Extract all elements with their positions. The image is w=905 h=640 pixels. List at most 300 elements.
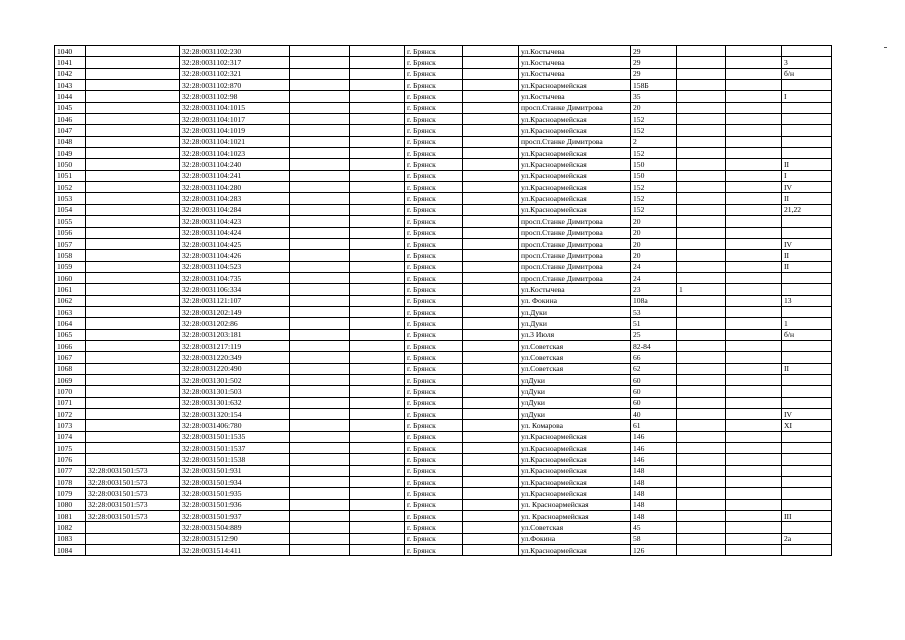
parent-cadastral-number-cell [86, 409, 180, 420]
city-cell: г. Брянск [405, 216, 463, 227]
street-cell: просп.Станке Димитрова [519, 227, 631, 238]
row-number-cell: 1060 [55, 272, 86, 283]
row-number-cell: 1056 [55, 227, 86, 238]
parent-cadastral-number-cell: 32:28:0031501:573 [86, 488, 180, 499]
blank-cell [290, 46, 350, 57]
parent-cadastral-number-cell [86, 182, 180, 193]
building-cell [677, 431, 726, 442]
house-number-cell: 148 [631, 477, 677, 488]
cadastral-number-cell: 32:28:0031104:1021 [180, 136, 290, 147]
house-number-cell: 60 [631, 374, 677, 385]
street-cell: ул. Красноармейская [519, 499, 631, 510]
parent-cadastral-number-cell [86, 340, 180, 351]
row-number-cell: 1080 [55, 499, 86, 510]
blank-cell [350, 159, 405, 170]
street-cell: просп.Станке Димитрова [519, 272, 631, 283]
blank-cell [350, 261, 405, 272]
city-cell: г. Брянск [405, 318, 463, 329]
parent-cadastral-number-cell [86, 363, 180, 374]
building-cell [677, 159, 726, 170]
row-number-cell: 1078 [55, 477, 86, 488]
city-cell: г. Брянск [405, 545, 463, 556]
parent-cadastral-number-cell: 32:28:0031501:573 [86, 465, 180, 476]
premises-cell [782, 136, 832, 147]
building-cell [677, 57, 726, 68]
table-row [55, 102, 832, 113]
table-row [55, 511, 832, 522]
house-number-cell: 25 [631, 329, 677, 340]
row-number-cell: 1074 [55, 431, 86, 442]
house-number-cell: 20 [631, 250, 677, 261]
row-number-cell: 1083 [55, 533, 86, 544]
blank-cell [290, 522, 350, 533]
table-row [55, 295, 832, 306]
street-cell: ул.Костычева [519, 46, 631, 57]
blank-cell [463, 420, 519, 431]
city-cell: г. Брянск [405, 227, 463, 238]
cadastral-number-cell: 32:28:0031217:119 [180, 340, 290, 351]
blank-cell [463, 91, 519, 102]
blank-cell [726, 250, 782, 261]
building-cell [677, 454, 726, 465]
blank-cell [290, 136, 350, 147]
table-row [55, 386, 832, 397]
city-cell: г. Брянск [405, 488, 463, 499]
city-cell: г. Брянск [405, 374, 463, 385]
parent-cadastral-number-cell [86, 227, 180, 238]
blank-cell [726, 80, 782, 91]
house-number-cell: 146 [631, 431, 677, 442]
row-number-cell: 1077 [55, 465, 86, 476]
street-cell: ул.Красноармейская [519, 431, 631, 442]
blank-cell [290, 420, 350, 431]
street-cell: ул.Советская [519, 522, 631, 533]
house-number-cell: 152 [631, 114, 677, 125]
blank-cell [463, 488, 519, 499]
blank-cell [350, 227, 405, 238]
row-number-cell: 1052 [55, 182, 86, 193]
city-cell: г. Брянск [405, 272, 463, 283]
house-number-cell: 62 [631, 363, 677, 374]
parent-cadastral-number-cell [86, 443, 180, 454]
blank-cell [463, 284, 519, 295]
premises-cell [782, 443, 832, 454]
house-number-cell: 152 [631, 182, 677, 193]
house-number-cell: 61 [631, 420, 677, 431]
blank-cell [350, 91, 405, 102]
parent-cadastral-number-cell [86, 295, 180, 306]
premises-cell [782, 431, 832, 442]
cadastral-number-cell: 32:28:0031501:1535 [180, 431, 290, 442]
table-row [55, 46, 832, 57]
premises-cell: 21,22 [782, 204, 832, 215]
premises-cell [782, 454, 832, 465]
table-row [55, 238, 832, 249]
building-cell [677, 306, 726, 317]
blank-cell [726, 216, 782, 227]
row-number-cell: 1070 [55, 386, 86, 397]
cadastral-number-cell: 32:28:0031501:937 [180, 511, 290, 522]
row-number-cell: 1064 [55, 318, 86, 329]
blank-cell [726, 193, 782, 204]
blank-cell [463, 533, 519, 544]
blank-cell [463, 136, 519, 147]
blank-cell [463, 431, 519, 442]
row-number-cell: 1049 [55, 148, 86, 159]
cadastral-number-cell: 32:28:0031501:931 [180, 465, 290, 476]
house-number-cell: 152 [631, 204, 677, 215]
table-row [55, 477, 832, 488]
city-cell: г. Брянск [405, 46, 463, 57]
house-number-cell: 20 [631, 216, 677, 227]
city-cell: г. Брянск [405, 477, 463, 488]
blank-cell [290, 443, 350, 454]
blank-cell [290, 374, 350, 385]
row-number-cell: 1045 [55, 102, 86, 113]
row-number-cell: 1079 [55, 488, 86, 499]
blank-cell [290, 159, 350, 170]
house-number-cell: 148 [631, 488, 677, 499]
blank-cell [290, 125, 350, 136]
table-row [55, 204, 832, 215]
blank-cell [726, 136, 782, 147]
street-cell: ул.Красноармейская [519, 125, 631, 136]
blank-cell [463, 227, 519, 238]
parent-cadastral-number-cell [86, 204, 180, 215]
blank-cell [726, 443, 782, 454]
row-number-cell: 1068 [55, 363, 86, 374]
parent-cadastral-number-cell [86, 125, 180, 136]
building-cell [677, 238, 726, 249]
blank-cell [463, 340, 519, 351]
house-number-cell: 29 [631, 57, 677, 68]
premises-cell [782, 306, 832, 317]
street-cell: ул.Красноармейская [519, 443, 631, 454]
table-row [55, 420, 832, 431]
cadastral-number-cell: 32:28:0031514:411 [180, 545, 290, 556]
blank-cell [290, 340, 350, 351]
blank-cell [290, 409, 350, 420]
blank-cell [350, 488, 405, 499]
blank-cell [463, 250, 519, 261]
blank-cell [290, 216, 350, 227]
blank-cell [290, 329, 350, 340]
cadastral-number-cell: 32:28:0031501:935 [180, 488, 290, 499]
street-cell: улДуки [519, 386, 631, 397]
building-cell [677, 374, 726, 385]
premises-cell [782, 488, 832, 499]
premises-cell: II [782, 159, 832, 170]
table-row [55, 465, 832, 476]
parent-cadastral-number-cell [86, 352, 180, 363]
street-cell: ул.Костычева [519, 91, 631, 102]
table-row [55, 306, 832, 317]
table-row [55, 443, 832, 454]
city-cell: г. Брянск [405, 340, 463, 351]
premises-cell [782, 114, 832, 125]
blank-cell [350, 352, 405, 363]
table-row [55, 148, 832, 159]
premises-cell [782, 545, 832, 556]
cadastral-number-cell: 32:28:0031106:334 [180, 284, 290, 295]
blank-cell [463, 477, 519, 488]
table-row [55, 170, 832, 181]
premises-cell: 13 [782, 295, 832, 306]
street-cell: улДуки [519, 409, 631, 420]
house-number-cell: 146 [631, 454, 677, 465]
street-cell: ул.Красноармейская [519, 182, 631, 193]
parent-cadastral-number-cell [86, 306, 180, 317]
premises-cell [782, 227, 832, 238]
blank-cell [726, 261, 782, 272]
blank-cell [726, 159, 782, 170]
blank-cell [463, 114, 519, 125]
blank-cell [290, 68, 350, 79]
register-sheet [54, 45, 832, 556]
parent-cadastral-number-cell [86, 397, 180, 408]
blank-cell [463, 352, 519, 363]
building-cell [677, 170, 726, 181]
blank-cell [726, 363, 782, 374]
cadastral-number-cell: 32:28:0031104:1019 [180, 125, 290, 136]
blank-cell [463, 80, 519, 91]
row-number-cell: 1055 [55, 216, 86, 227]
blank-cell [290, 102, 350, 113]
city-cell: г. Брянск [405, 102, 463, 113]
blank-cell [463, 409, 519, 420]
street-cell: ул. Фокина [519, 295, 631, 306]
table-row [55, 216, 832, 227]
blank-cell [350, 46, 405, 57]
premises-cell [782, 80, 832, 91]
street-cell: ул.Красноармейская [519, 170, 631, 181]
blank-cell [350, 148, 405, 159]
premises-cell: 3 [782, 57, 832, 68]
blank-cell [290, 465, 350, 476]
house-number-cell: 53 [631, 306, 677, 317]
cadastral-number-cell: 32:28:0031301:503 [180, 386, 290, 397]
blank-cell [726, 454, 782, 465]
blank-cell [726, 488, 782, 499]
table-row [55, 250, 832, 261]
blank-cell [726, 182, 782, 193]
parent-cadastral-number-cell [86, 454, 180, 465]
premises-cell: IV [782, 409, 832, 420]
parent-cadastral-number-cell [86, 374, 180, 385]
property-register-table [54, 45, 832, 556]
blank-cell [350, 431, 405, 442]
house-number-cell: 35 [631, 91, 677, 102]
building-cell [677, 443, 726, 454]
blank-cell [290, 80, 350, 91]
premises-cell: б/н [782, 68, 832, 79]
city-cell: г. Брянск [405, 182, 463, 193]
table-row [55, 454, 832, 465]
blank-cell [463, 295, 519, 306]
table-row [55, 57, 832, 68]
street-cell: ул.Костычева [519, 68, 631, 79]
table-row [55, 352, 832, 363]
blank-cell [350, 477, 405, 488]
blank-cell [290, 511, 350, 522]
house-number-cell: 152 [631, 148, 677, 159]
building-cell [677, 272, 726, 283]
street-cell: ул.Красноармейская [519, 465, 631, 476]
city-cell: г. Брянск [405, 284, 463, 295]
blank-cell [290, 284, 350, 295]
house-number-cell: 148 [631, 465, 677, 476]
row-number-cell: 1075 [55, 443, 86, 454]
cadastral-number-cell: 32:28:0031501:1537 [180, 443, 290, 454]
table-row [55, 363, 832, 374]
premises-cell: I [782, 170, 832, 181]
cadastral-number-cell: 32:28:0031102:321 [180, 68, 290, 79]
premises-cell: III [782, 511, 832, 522]
blank-cell [350, 545, 405, 556]
blank-cell [726, 511, 782, 522]
blank-cell [290, 193, 350, 204]
building-cell [677, 420, 726, 431]
street-cell: ул.Дуки [519, 318, 631, 329]
blank-cell [463, 261, 519, 272]
row-number-cell: 1072 [55, 409, 86, 420]
city-cell: г. Брянск [405, 511, 463, 522]
parent-cadastral-number-cell [86, 193, 180, 204]
street-cell: ул. Красноармейская [519, 511, 631, 522]
blank-cell [463, 102, 519, 113]
premises-cell: II [782, 261, 832, 272]
blank-cell [726, 409, 782, 420]
parent-cadastral-number-cell [86, 46, 180, 57]
row-number-cell: 1050 [55, 159, 86, 170]
blank-cell [290, 238, 350, 249]
blank-cell [350, 318, 405, 329]
blank-cell [726, 431, 782, 442]
table-row [55, 136, 832, 147]
house-number-cell: 29 [631, 68, 677, 79]
street-cell: ул.Красноармейская [519, 204, 631, 215]
street-cell: ул.Красноармейская [519, 488, 631, 499]
city-cell: г. Брянск [405, 397, 463, 408]
table-row [55, 68, 832, 79]
city-cell: г. Брянск [405, 125, 463, 136]
building-cell [677, 295, 726, 306]
blank-cell [463, 363, 519, 374]
street-cell: ул.3 Июля [519, 329, 631, 340]
blank-cell [463, 318, 519, 329]
house-number-cell: 20 [631, 227, 677, 238]
premises-cell [782, 386, 832, 397]
premises-cell [782, 465, 832, 476]
parent-cadastral-number-cell: 32:28:0031501:573 [86, 511, 180, 522]
street-cell: ул.Красноармейская [519, 454, 631, 465]
cadastral-number-cell: 32:28:0031220:490 [180, 363, 290, 374]
city-cell: г. Брянск [405, 522, 463, 533]
street-cell: ул.Советская [519, 352, 631, 363]
cadastral-number-cell: 32:28:0031104:1023 [180, 148, 290, 159]
premises-cell [782, 216, 832, 227]
building-cell [677, 545, 726, 556]
blank-cell [350, 329, 405, 340]
parent-cadastral-number-cell [86, 114, 180, 125]
blank-cell [463, 443, 519, 454]
blank-cell [463, 159, 519, 170]
blank-cell [463, 125, 519, 136]
blank-cell [463, 329, 519, 340]
house-number-cell: 23 [631, 284, 677, 295]
parent-cadastral-number-cell [86, 420, 180, 431]
blank-cell [290, 306, 350, 317]
parent-cadastral-number-cell [86, 261, 180, 272]
house-number-cell: 108а [631, 295, 677, 306]
cadastral-number-cell: 32:28:0031104:425 [180, 238, 290, 249]
blank-cell [463, 182, 519, 193]
table-row [55, 488, 832, 499]
row-number-cell: 1084 [55, 545, 86, 556]
blank-cell [290, 295, 350, 306]
blank-cell [350, 125, 405, 136]
blank-cell [350, 170, 405, 181]
premises-cell: II [782, 250, 832, 261]
table-body [55, 46, 832, 556]
blank-cell [726, 533, 782, 544]
row-number-cell: 1057 [55, 238, 86, 249]
cadastral-number-cell: 32:28:0031102:230 [180, 46, 290, 57]
street-cell: просп.Станке Димитрова [519, 250, 631, 261]
premises-cell: 1 [782, 318, 832, 329]
blank-cell [726, 499, 782, 510]
street-cell: ул.Красноармейская [519, 114, 631, 125]
cadastral-number-cell: 32:28:0031104:423 [180, 216, 290, 227]
row-number-cell: 1054 [55, 204, 86, 215]
blank-cell [350, 250, 405, 261]
blank-cell [350, 68, 405, 79]
blank-cell [726, 295, 782, 306]
street-cell: ул.Красноармейская [519, 148, 631, 159]
table-row [55, 545, 832, 556]
blank-cell [726, 170, 782, 181]
cadastral-number-cell: 32:28:0031102:98 [180, 91, 290, 102]
blank-cell [726, 148, 782, 159]
blank-cell [463, 454, 519, 465]
city-cell: г. Брянск [405, 386, 463, 397]
cadastral-number-cell: 32:28:0031504:889 [180, 522, 290, 533]
city-cell: г. Брянск [405, 420, 463, 431]
house-number-cell: 152 [631, 193, 677, 204]
blank-cell [726, 284, 782, 295]
premises-cell [782, 125, 832, 136]
blank-cell [350, 114, 405, 125]
building-cell [677, 204, 726, 215]
parent-cadastral-number-cell [86, 91, 180, 102]
street-cell: ул.Красноармейская [519, 477, 631, 488]
city-cell: г. Брянск [405, 431, 463, 442]
blank-cell [726, 91, 782, 102]
blank-cell [726, 420, 782, 431]
row-number-cell: 1046 [55, 114, 86, 125]
blank-cell [350, 397, 405, 408]
building-cell [677, 46, 726, 57]
building-cell [677, 80, 726, 91]
table-row [55, 397, 832, 408]
parent-cadastral-number-cell [86, 272, 180, 283]
city-cell: г. Брянск [405, 91, 463, 102]
blank-cell [290, 272, 350, 283]
row-number-cell: 1062 [55, 295, 86, 306]
table-row [55, 329, 832, 340]
table-row [55, 431, 832, 442]
city-cell: г. Брянск [405, 499, 463, 510]
